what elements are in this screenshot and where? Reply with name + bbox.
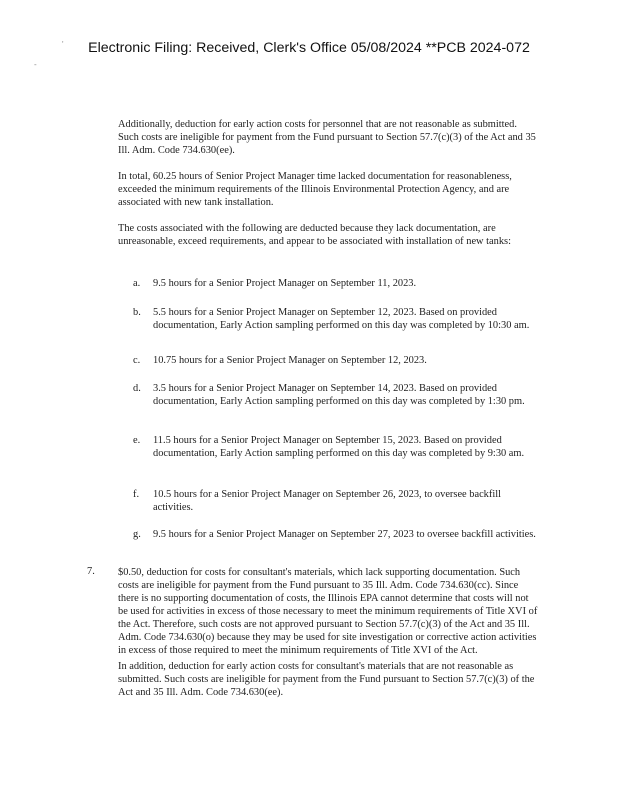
- list-item-label: e.: [133, 435, 141, 446]
- list-item-label: b.: [133, 307, 141, 318]
- scan-mark: ': [62, 40, 64, 49]
- paragraph-costs-deducted: The costs associated with the following are deducted because they lack documentation, are unreasonable, exceed requirements, and appear to be associated with installation of new tanks:: [118, 223, 511, 247]
- list-item-text: 11.5 hours for a Senior Project Manager on September 15, 2023. Based on provided documentation, Early Action sampling performed on this day was completed by 9:30 am.: [153, 435, 525, 459]
- list-item-text: 3.5 hours for a Senior Project Manager on September 14, 2023. Based on provided documentation, Early Action sampling performed on this day was completed by 1:30 pm.: [153, 383, 525, 407]
- paragraph-total-hours: In total, 60.25 hours of Senior Project Manager time lacked documentation for reasonableness, exceeded the minimum requirements of the Illinois Environmental Protection Agency, and are associated with new tank installation.: [118, 171, 512, 208]
- scan-mark: -: [34, 60, 37, 69]
- list-item-label: d.: [133, 383, 141, 394]
- list-item-text: 5.5 hours for a Senior Project Manager on September 12, 2023. Based on provided documentation, Early Action sampling performed on this day was completed by 10:30 am.: [153, 307, 530, 331]
- list-item-label: c.: [133, 355, 141, 366]
- filing-header: Electronic Filing: Received, Clerk's Office 05/08/2024 **PCB 2024-072: [88, 40, 530, 56]
- item-7-number: 7.: [87, 566, 95, 577]
- list-item-text: 9.5 hours for a Senior Project Manager on September 11, 2023.: [153, 278, 417, 289]
- list-item-text: 10.5 hours for a Senior Project Manager on September 26, 2023, to oversee backfill activities.: [153, 489, 501, 513]
- list-item-label: f.: [133, 489, 140, 500]
- item-7-text: $0.50, deduction for costs for consultant's materials, which lack supporting documentation. Such costs are ineligible for payment from the Fund pursuant to 35 Ill. Adm. Code 734.630(cc). Since there is no supporting documentation of costs, the Illinois EPA cannot determine that costs will not be used for activities in excess of those necessary to meet the minimum requirements of Title XVI of the Act. Therefore, such costs are not approved pursuant to Section 57.7(c)(3) of the Act and 35 Ill. Adm. Code 734.630(o) because they may be used for site investigation or corrective action activities in excess of those required to meet the minimum requirements of Title XVI of the Act.: [118, 567, 538, 656]
- list-item-text: 10.75 hours for a Senior Project Manager on September 12, 2023.: [153, 355, 427, 366]
- paragraph-early-action-personnel: Additionally, deduction for early action costs for personnel that are not reasonable as submitted. Such costs are ineligible for payment from the Fund pursuant to Section 57.7(c)(3) of the Act and 35 Ill. Adm. Code 734.630(ee).: [118, 119, 536, 156]
- list-item-label: g.: [133, 529, 141, 540]
- item-7-addendum: In addition, deduction for early action costs for consultant's materials that are not reasonable as submitted. Such costs are ineligible for payment from the Fund pursuant to Section 57.7(c)(3) of the Act and 35 Ill. Adm. Code 734.630(ee).: [118, 661, 535, 698]
- list-item-label: a.: [133, 278, 141, 289]
- list-item-text: 9.5 hours for a Senior Project Manager on September 27, 2023 to oversee backfill activities.: [153, 529, 536, 540]
